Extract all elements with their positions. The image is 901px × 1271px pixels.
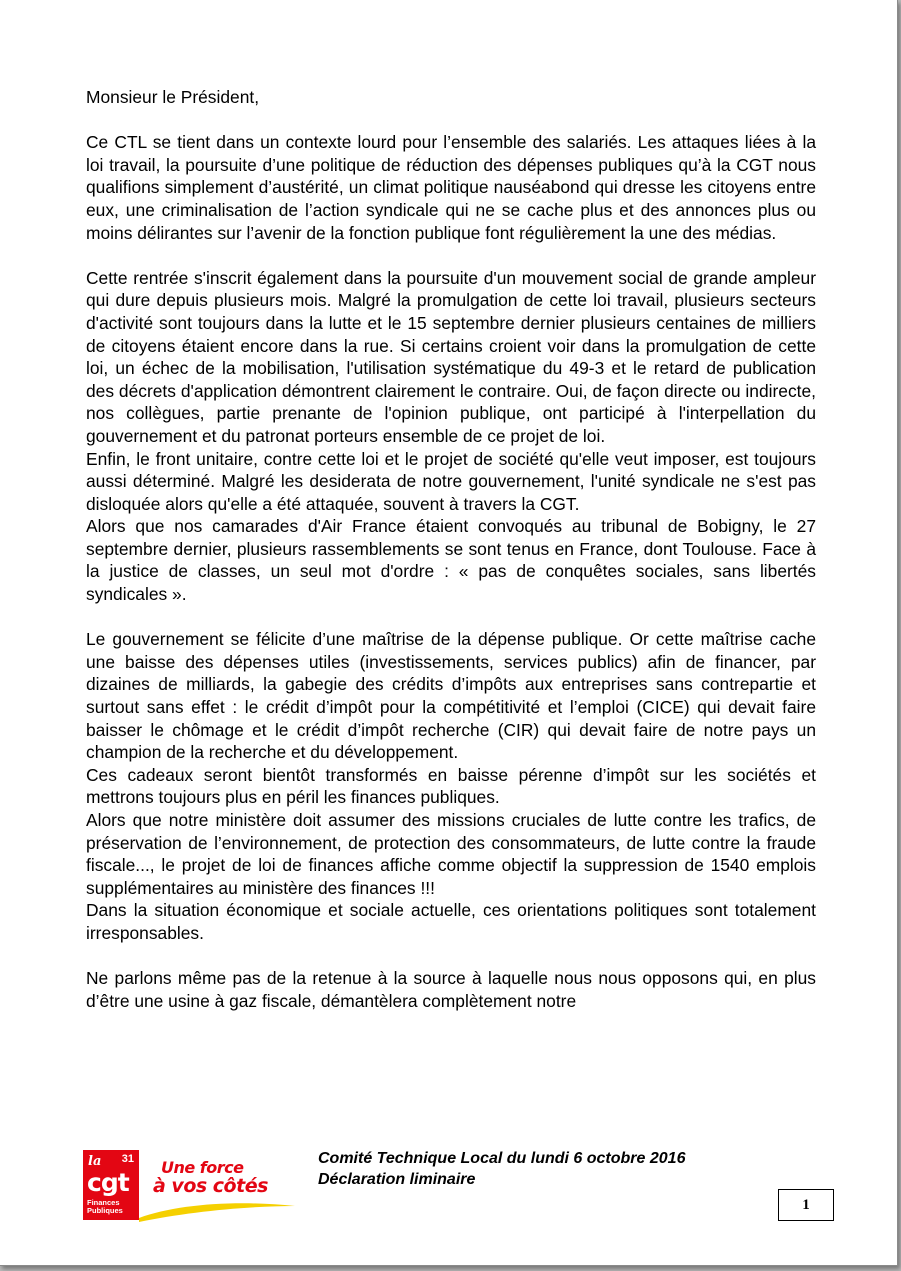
paragraph: Ces cadeaux seront bientôt transformés en baisse pérenne d’impôt sur les sociétés et mettrons toujours plus en péril les finances publiques.	[86, 764, 816, 808]
footer-title-line1: Comité Technique Local du lundi 6 octobre 2016	[318, 1150, 686, 1167]
paragraph: Le gouvernement se félicite d’une maîtrise de la dépense publique. Or cette maîtrise cache une baisse des dépenses utiles (investissements, services publics) afin de financer, par dizaines de milliards, la gabegie des crédits d’impôts aux entreprises sans contrepartie et surtout sans effet : le crédit d’impôt pour la compétitivité et l’emploi (CICE) qui devait faire baisser le chômage et le crédit d’impôt recherche (CIR) qui devait faire de notre pays un champion de la recherche et du développement.	[86, 629, 816, 763]
footer-title-line2: Déclaration liminaire	[318, 1171, 476, 1188]
paragraph: Enfin, le front unitaire, contre cette loi et le projet de société qu'elle veut imposer, est toujours aussi déterminé. Malgré les desiderata de notre gouvernement, l'unité syndicale ne s'est pas disloquée alors qu'elle a été attaquée, souvent à travers la CGT.	[86, 448, 816, 514]
cgt-logo-name: cgt	[87, 1168, 129, 1197]
slogan-line1: Une force	[161, 1158, 244, 1177]
cgt-logo	[83, 1150, 298, 1222]
cgt-logo-box	[83, 1150, 139, 1220]
cgt-logo-la: la	[88, 1154, 102, 1169]
paragraph: Ne parlons même pas de la retenue à la source à laquelle nous nous opposons qui, en plus d’être une usine à gaz fiscale, démantèlera complètement notre	[86, 968, 816, 1011]
letter-body	[86, 86, 816, 1012]
page-number: 1	[778, 1189, 834, 1221]
slogan-line2: à vos côtés	[153, 1175, 268, 1197]
swoosh-icon	[137, 1196, 297, 1222]
paragraph: Alors que nos camarades d'Air France étaient convoqués au tribunal de Bobigny, le 27 septembre dernier, plusieurs rassemblements se sont tenus en France, dont Toulouse. Face à la justice de classes, un seul mot d'ordre : « pas de conquêtes sociales, sans libertés syndicales ».	[86, 516, 816, 605]
paragraph: Dans la situation économique et sociale actuelle, ces orientations politiques sont totalement irresponsables.	[86, 900, 816, 943]
salutation: Monsieur le Président,	[86, 87, 260, 107]
cgt-slogan	[153, 1158, 303, 1197]
paragraph: Cette rentrée s'inscrit également dans la poursuite d'un mouvement social de grande ampleur qui dure depuis plusieurs mois. Malgré la promulgation de cette loi travail, plusieurs secteurs d'activité sont toujours dans la lutte et le 15 septembre dernier plusieurs centaines de milliers de citoyens étaient encore dans la rue. Si certains croient voir dans la promulgation de cette loi, un échec de la mobilisation, l'utilisation systématique du 49-3 et le retard de publication des décrets d'application démontrent clairement le contraire. Oui, de façon directe ou indirecte, nos collègues, partie prenante de l'opinion publique, ont participé à l'interpellation du gouvernement et du patronat porteurs ensemble de ce projet de loi.	[86, 267, 816, 446]
cgt-logo-number: 31	[121, 1153, 134, 1165]
paragraph: Alors que notre ministère doit assumer des missions cruciales de lutte contre les trafics, de préservation de l’environnement, de protection des consommateurs, de lutte contre la fraude fiscale..., le projet de loi de finances affiche comme objectif la suppression de 1540 emplois supplémentaires au ministère des finances !!!	[86, 810, 816, 898]
paragraph: Ce CTL se tient dans un contexte lourd pour l’ensemble des salariés. Les attaques liées à la loi travail, la poursuite d’une politique de réduction des dépenses publiques qu’à la CGT nous qualifions simplement d’austérité, un climat politique nauséabond qui dresse les citoyens entre eux, une criminalisation de l’action syndicale qui ne se cache plus et des annonces plus ou moins délirantes sur l’avenir de la fonction publique font régulièrement la une des médias.	[86, 132, 816, 243]
cgt-logo-subtitle: Finances Publiques	[87, 1198, 123, 1215]
footer-title	[318, 1148, 778, 1190]
